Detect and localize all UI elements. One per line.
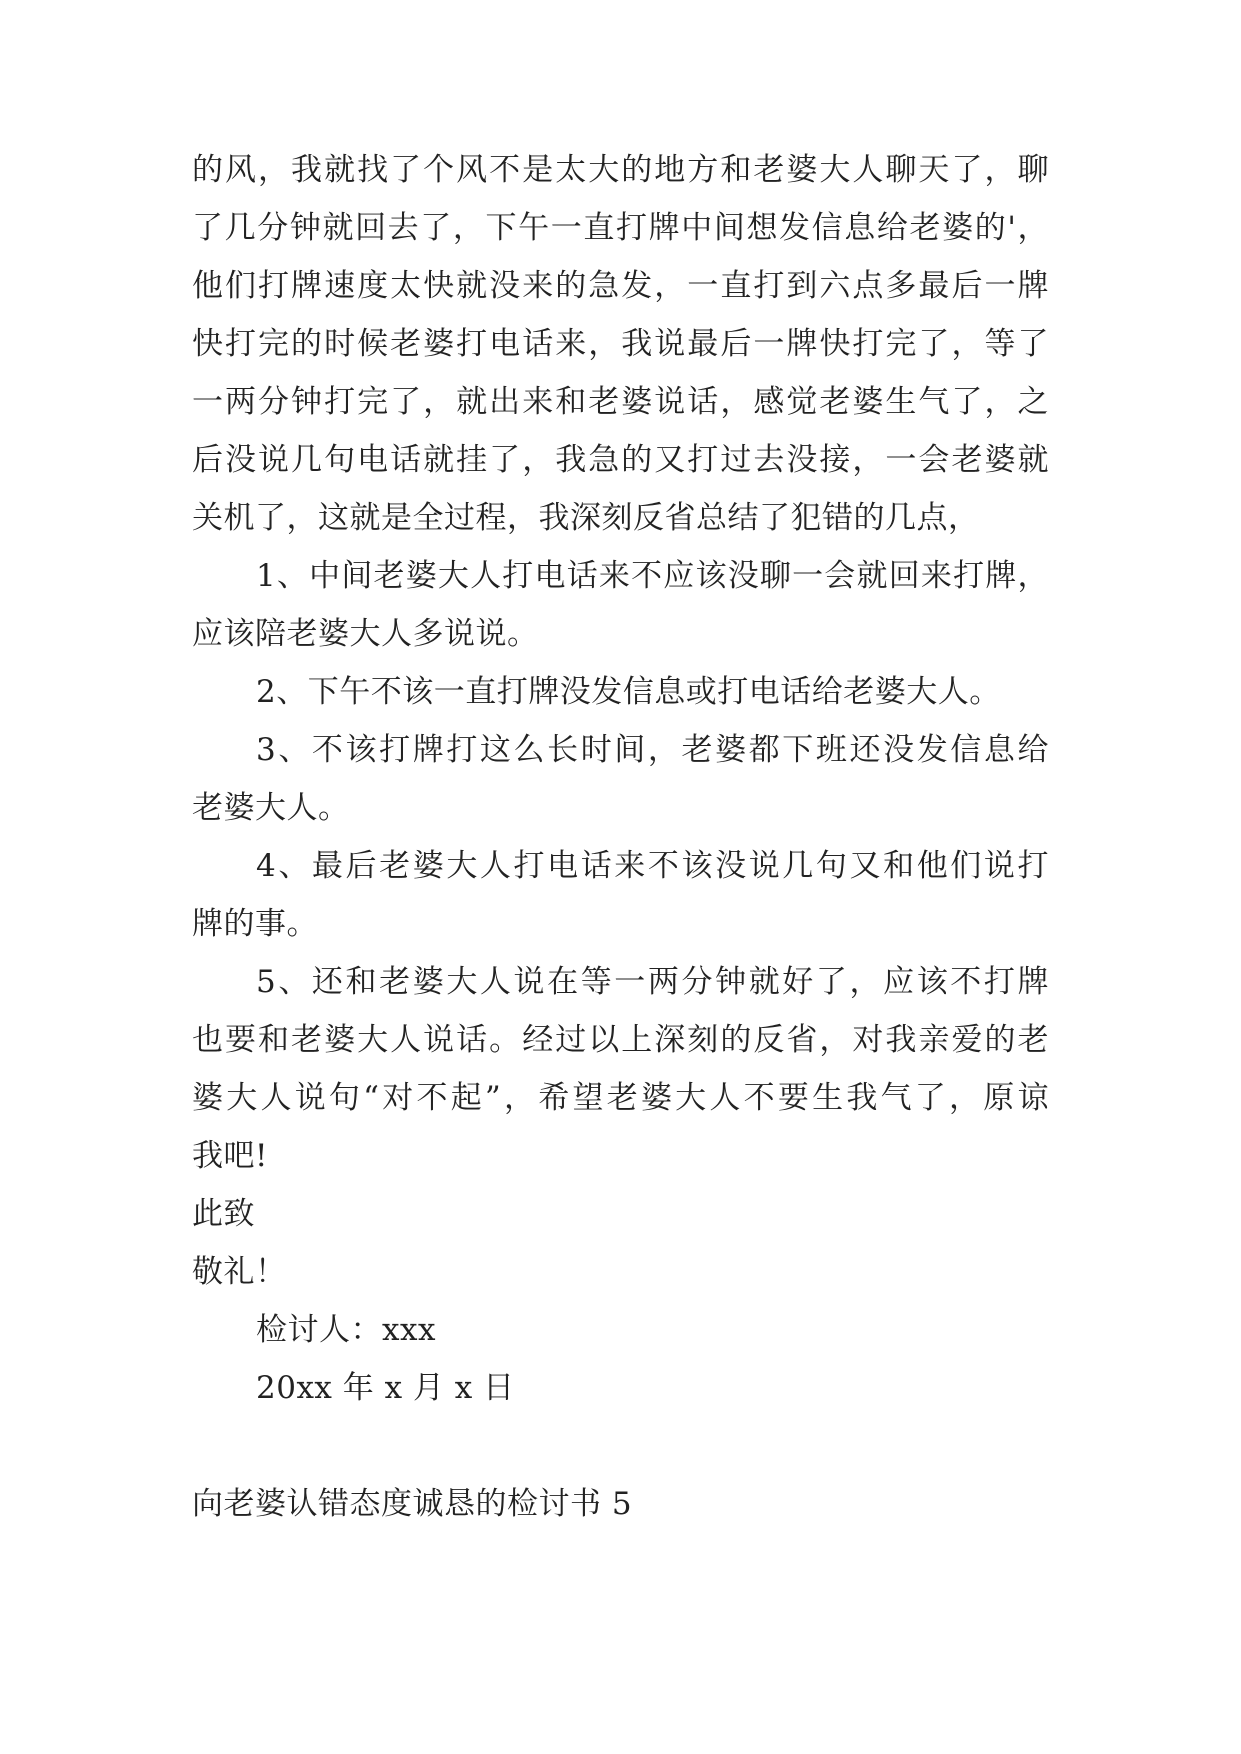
- body-line: 后没说几句电话就挂了，我急的又打过去没接，一会老婆就: [192, 442, 1049, 478]
- list-item-4-continuation: 牌的事。: [192, 906, 318, 942]
- list-item-1: 1、中间老婆大人打电话来不应该没聊一会就回来打牌，: [256, 558, 1049, 594]
- list-item-1-continuation: 应该陪老婆大人多说说。: [192, 616, 539, 652]
- signature-author: 检讨人：xxx: [256, 1312, 436, 1348]
- list-item-5: 5、还和老婆大人说在等一两分钟就好了，应该不打牌: [256, 964, 1049, 1000]
- list-item-4: 4、最后老婆大人打电话来不该没说几句又和他们说打: [256, 848, 1049, 884]
- list-item-2: 2、下午不该一直打牌没发信息或打电话给老婆大人。: [256, 674, 1001, 710]
- body-line: 一两分钟打完了，就出来和老婆说话，感觉老婆生气了，之: [192, 384, 1049, 420]
- list-item-5-continuation: 我吧!: [192, 1138, 268, 1174]
- body-line: 他们打牌速度太快就没来的急发，一直打到六点多最后一牌: [192, 268, 1049, 304]
- body-line: 关机了，这就是全过程，我深刻反省总结了犯错的几点，: [192, 500, 980, 536]
- list-item-5-continuation: 婆大人说句“对不起”，希望老婆大人不要生我气了，原谅: [192, 1080, 1049, 1116]
- body-line: 的风，我就找了个风不是太大的地方和老婆大人聊天了，聊: [192, 152, 1049, 188]
- list-item-3: 3、不该打牌打这么长时间，老婆都下班还没发信息给: [256, 732, 1049, 768]
- list-item-3-continuation: 老婆大人。: [192, 790, 350, 826]
- closing-salutation: 此致: [192, 1196, 255, 1232]
- list-item-5-continuation: 也要和老婆大人说话。经过以上深刻的反省，对我亲爱的老: [192, 1022, 1049, 1058]
- closing-respect: 敬礼！: [192, 1254, 287, 1290]
- body-line: 了几分钟就回去了，下午一直打牌中间想发信息给老婆的'，: [192, 210, 1049, 246]
- next-section-title: 向老婆认错态度诚恳的检讨书 5: [192, 1486, 633, 1522]
- signature-date: 20xx 年 x 月 x 日: [256, 1370, 515, 1406]
- body-line: 快打完的时候老婆打电话来，我说最后一牌快打完了，等了: [192, 326, 1049, 362]
